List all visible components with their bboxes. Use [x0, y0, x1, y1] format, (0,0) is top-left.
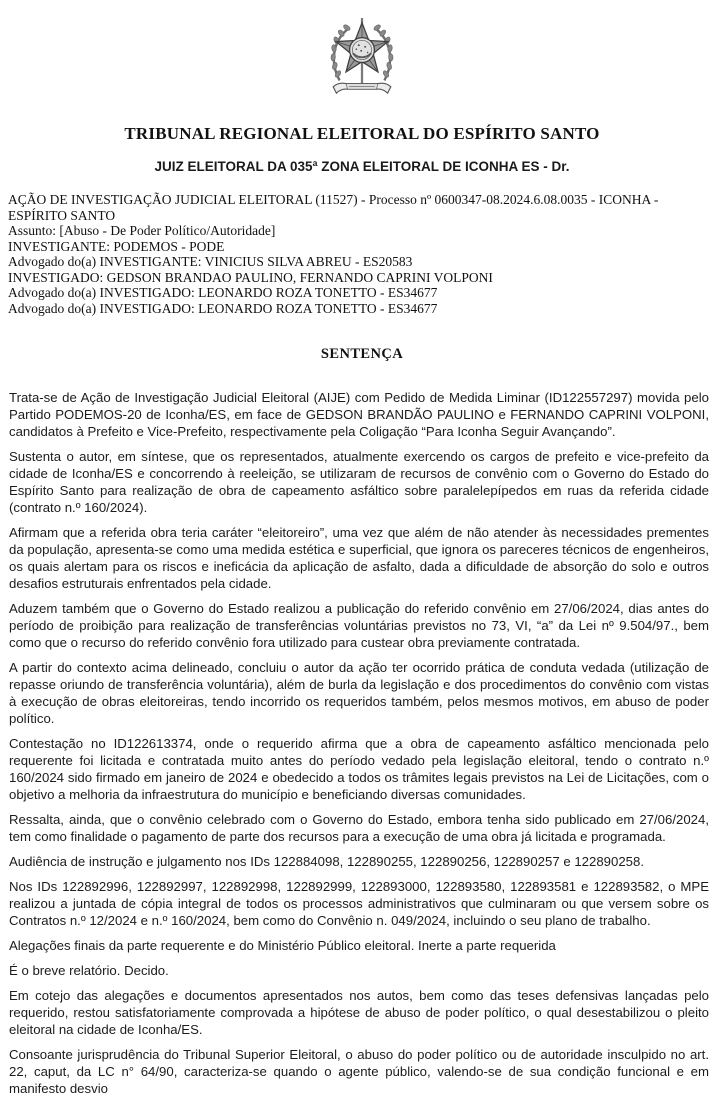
electoral-zone-subtitle: JUIZ ELEITORAL DA 035ª ZONA ELEITORAL DE ICONHA ES - Dr. [154, 159, 570, 174]
case-number-line: AÇÃO DE INVESTIGAÇÃO JUDICIAL ELEITORAL (11527) - Processo nº 0600347-08.2024.6.08.0035 - ICONHA - ESPÍRITO SANTO [8, 192, 659, 223]
investigated-lawyer-line-2: Advogado do(a) INVESTIGADO: LEONARDO ROZA TONETTO - ES34677 [8, 300, 438, 316]
investigated-line: INVESTIGADO: GEDSON BRANDAO PAULINO, FERNANDO CAPRINI VOLPONI [8, 269, 493, 285]
body-paragraph: Trata-se de Ação de Investigação Judicial Eleitoral (AIJE) com Pedido de Medida Liminar (ID122557297) movida pelo Partido PODEMOS-20 de Iconha/ES, em face de GEDSON BRANDÃO PAULINO e FERNANDO CAPRINI VOLPONI, candidatos à Prefeito e Vice-Prefeito, respectivamente pela Coligação “Para Iconha Seguir Avançando”. [9, 390, 709, 439]
crest-container [0, 10, 724, 102]
section-title-sentenca: SENTENÇA [320, 346, 404, 362]
body-paragraph: Em cotejo das alegações e documentos apresentados nos autos, bem como das teses defensivas lançadas pelo requerido, restou satisfatoriamente comprovada a hipótese de abuso de poder político, o qual desestabilizou o pleito eleitoral na cidade de Iconha/ES. [9, 988, 709, 1037]
investigated-lawyer-line-1: Advogado do(a) INVESTIGADO: LEONARDO ROZA TONETTO - ES34677 [8, 285, 438, 300]
body-paragraph: Consoante jurisprudência do Tribunal Superior Eleitoral, o abuso do poder político ou de autoridade insculpido no art. 22, caput, da LC n° 64/90, caracteriza-se quando o agente público, valendo-se de sua condição funcional e em manifesto desvio [9, 1047, 709, 1096]
case-subject-line: Assunto: [Abuso - De Poder Político/Autoridade] [8, 223, 276, 238]
brazil-coat-of-arms-icon [322, 10, 402, 102]
decision-body [9, 389, 709, 1097]
case-info-block [8, 192, 710, 316]
investigator-lawyer-line: Advogado do(a) INVESTIGANTE: VINICIUS SILVA ABREU - ES20583 [8, 254, 413, 269]
body-paragraph: É o breve relatório. Decido. [9, 963, 169, 978]
body-paragraph: A partir do contexto acima delineado, concluiu o autor da ação ter ocorrido prática de conduta vedada (utilização de repasse oriundo de transferência voluntária), além de burla da legislação e dos procedimentos do convênio com vistas à execução de obras eleitoreiras, tendo incorrido os requeridos também, pelos mesmos motivos, em abuso de poder político. [9, 660, 709, 726]
body-paragraph: Aduzem também que o Governo do Estado realizou a publicação do referido convênio em 27/06/2024, dias antes do período de proibição para realização de transferências voluntárias previstos no 73, VI, “a” da Lei nº 9.504/97., bem como que o recurso do referido convênio fora utilizado para custear obra previamente contratada. [9, 601, 709, 650]
body-paragraph: Afirmam que a referida obra teria caráter “eleitoreiro”, uma vez que além de não atender às necessidades prementes da população, apresenta-se como uma medida estética e superficial, que ignora os pareceres técnicos de engenheiros, os quais alertam para os riscos e ineficácia da aplicação de asfalto, dada a dificuldade de absorção do solo e outros desafios estruturais enfrentados pela cidade. [9, 525, 709, 591]
body-paragraph: Audiência de instrução e julgamento nos IDs 122884098, 122890255, 122890256, 122890257 e 122890258. [9, 854, 644, 869]
investigator-line: INVESTIGANTE: PODEMOS - PODE [8, 238, 225, 254]
body-paragraph: Contestação no ID122613374, onde o requerido afirma que a obra de capeamento asfáltico mencionada pelo requerente foi licitada e contratada muito antes do período vedado pela legislação eleitoral, tendo o contrato n.º 160/2024 sido firmado em janeiro de 2024 e obedecido a todos os trâmites legais previstos na Lei de Licitações, com o objetivo a melhoria da infraestrutura do município e beneficiando diversas comunidades. [9, 736, 709, 802]
court-title: TRIBUNAL REGIONAL ELEITORAL DO ESPÍRITO SANTO [124, 124, 600, 143]
body-paragraph: Sustenta o autor, em síntese, que os representados, atualmente exercendo os cargos de prefeito e vice-prefeito da cidade de Iconha/ES e concorrendo à reeleição, se utilizaram de recursos de convênio com o Governo do Estado do Espírito Santo para realização de obra de capeamento asfáltico sobre paralelepípedos em ruas da referida cidade (contrato n.º 160/2024). [9, 449, 709, 515]
body-paragraph: Ressalta, ainda, que o convênio celebrado com o Governo do Estado, embora tenha sido publicado em 27/06/2024, tem como finalidade o pagamento de parte dos recursos para a execução de uma obra já licitada e programada. [9, 812, 709, 844]
body-paragraph: Alegações finais da parte requerente e do Ministério Público eleitoral. Inerte a parte requerida [9, 938, 556, 953]
body-paragraph: Nos IDs 122892996, 122892997, 122892998, 122892999, 122893000, 122893580, 122893581 e 122893582, o MPE realizou a juntada de cópia integral de todos os processos administrativos que culminaram ou que versem sobre os Contratos n.º 12/2024 e n.º 160/2024, bem como do Convênio n. 049/2024, incluindo o seu plano de trabalho. [9, 879, 709, 928]
